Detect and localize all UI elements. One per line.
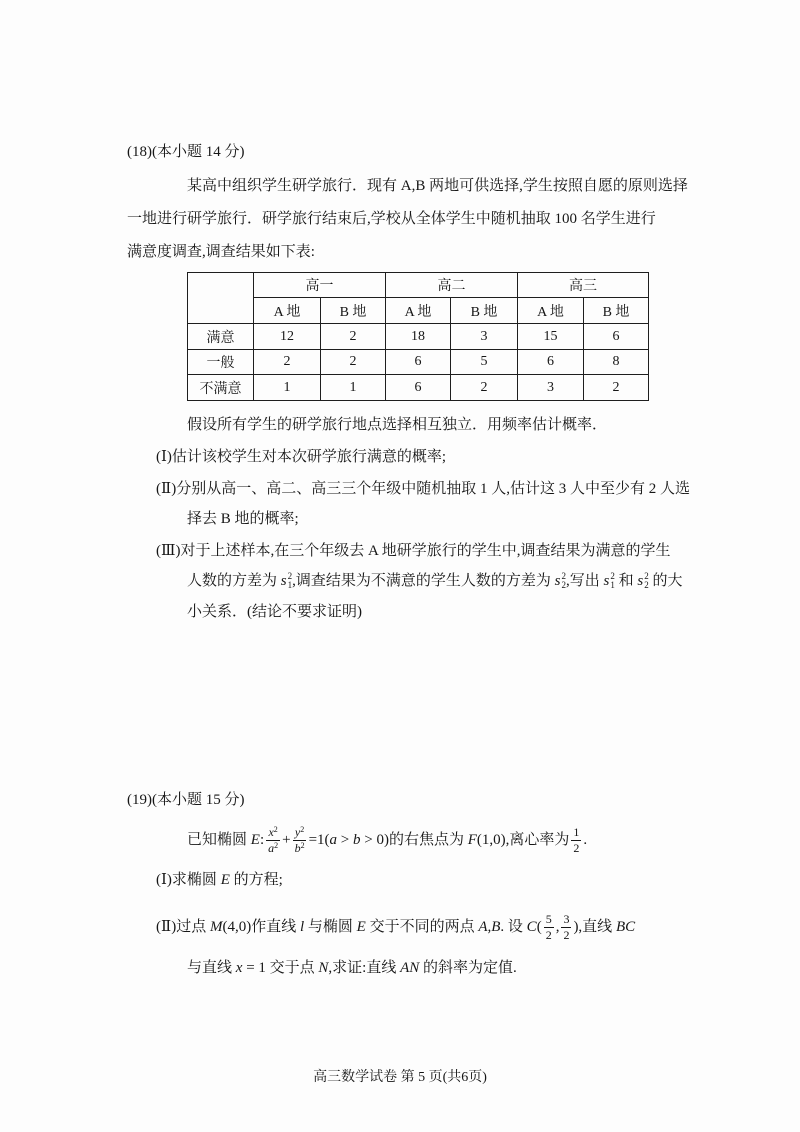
table-cell: 2 <box>451 375 518 401</box>
variable-s: s <box>637 573 644 589</box>
q18-part3-continuation: 小关系．(结论不要求证明) <box>187 604 362 620</box>
part-number: (Ⅲ) <box>156 543 181 559</box>
table-cell: 3 <box>518 375 584 401</box>
text-segment: 与直线 <box>187 960 236 976</box>
exponent: 2 <box>300 840 305 850</box>
q19-header: (19)(本小题 15 分) <box>127 792 245 808</box>
fraction-numerator: 3 <box>563 911 570 926</box>
variable-E: E <box>250 832 260 848</box>
text-segment: 和 <box>614 573 638 589</box>
q18-part3 <box>156 542 670 560</box>
subscript: 1 <box>287 580 293 590</box>
fraction-denominator: 2 <box>573 840 580 855</box>
text-segment: , <box>555 919 560 935</box>
q18-header: (18)(本小题 14 分) <box>127 144 245 160</box>
table-cell: 6 <box>518 350 584 375</box>
table-row <box>188 350 649 375</box>
text-segment: = 1 交于点 <box>242 960 319 976</box>
subscript: 2 <box>644 580 649 590</box>
superscript: 2 <box>610 571 615 581</box>
fraction-denominator <box>266 841 280 856</box>
text-segment: (1,0),离心率为 <box>476 832 570 848</box>
variable-y: y <box>294 824 301 839</box>
text-segment: ,调查结果为不满意的学生人数的方差为 <box>292 573 555 589</box>
grade-header: 高二 <box>386 273 518 298</box>
table-cell: 5 <box>451 350 518 375</box>
variable-s: s <box>554 573 561 589</box>
text-segment: + <box>282 832 291 848</box>
table-row <box>188 375 649 401</box>
s2-squared <box>555 572 566 590</box>
variable-a: a <box>329 832 338 848</box>
part-text: 估计该校学生对本次研学旅行满意的概率; <box>171 449 447 465</box>
fraction-three-halves <box>561 912 571 943</box>
q19-part1 <box>156 862 283 898</box>
variable-N: N <box>318 960 329 976</box>
table-row <box>188 324 649 350</box>
site-header: B 地 <box>584 298 649 324</box>
table-cell: 1 <box>321 375 386 401</box>
table-cell: 1 <box>254 375 321 401</box>
table-header-row <box>188 273 649 298</box>
variable-a: a <box>268 840 275 855</box>
s1-squared <box>281 572 292 590</box>
text-segment: 的方程; <box>229 872 283 888</box>
part-number: (Ⅱ) <box>156 481 177 497</box>
grade-header: 高一 <box>254 273 386 298</box>
table-corner-cell <box>188 273 254 324</box>
text-segment: 的大 <box>648 573 683 589</box>
table-cell: 2 <box>584 375 649 401</box>
variable-E: E <box>356 919 366 935</box>
page-footer: 高三数学试卷 第 5 页(共6页) <box>313 1070 487 1085</box>
exponent: 2 <box>274 840 279 850</box>
grade-header: 高三 <box>518 273 649 298</box>
table-cell: 6 <box>584 324 649 350</box>
part-number: (Ⅱ) <box>156 919 177 935</box>
q18-part2 <box>156 480 690 498</box>
variable-C: C <box>526 919 537 935</box>
fraction-numerator <box>266 825 279 841</box>
text-segment: 过点 <box>176 919 210 935</box>
text-segment: 与椭圆 <box>304 919 357 935</box>
q19-intro-line <box>187 822 587 858</box>
q18-part2-continuation: 择去 B 地的概率; <box>187 511 299 527</box>
text-segment: > 0)的右焦点为 <box>360 832 468 848</box>
part-text: 对于上述样本,在三个年级去 A 地研学旅行的学生中,调查结果为满意的学生 <box>180 543 671 559</box>
row-label: 一般 <box>188 350 254 375</box>
q18-part1 <box>156 448 446 466</box>
table-cell: 12 <box>254 324 321 350</box>
part-text: 分别从高一、高二、高三三个年级中随机抽取 1 人,估计这 3 人中至少有 2 人选 <box>176 481 690 497</box>
subscript: 2 <box>561 580 566 590</box>
fraction-denominator: 2 <box>545 927 552 942</box>
subscript: 1 <box>610 580 615 590</box>
text-segment: ,求证:直线 <box>328 960 401 976</box>
superscript: 2 <box>287 571 293 581</box>
survey-table <box>187 272 649 401</box>
q18-intro-line: 某高中组织学生研学旅行．现有 A,B 两地可供选择,学生按照自愿的原则选择 <box>187 178 688 194</box>
site-header: A 地 <box>254 298 321 324</box>
table-cell: 3 <box>451 324 518 350</box>
table-cell: 15 <box>518 324 584 350</box>
points-A-B: A,B <box>478 919 501 935</box>
fraction-numerator <box>293 825 306 841</box>
fraction-five-halves <box>544 912 554 943</box>
text-segment: 求椭圆 <box>171 872 221 888</box>
variable-b: b <box>353 832 361 848</box>
table-cell: 2 <box>254 350 321 375</box>
text-segment: . <box>583 832 588 848</box>
text-segment: 交于不同的两点 <box>365 919 479 935</box>
q18-part3-variance-line <box>187 571 682 591</box>
variable-b: b <box>294 840 301 855</box>
table-cell: 2 <box>321 324 386 350</box>
site-header: B 地 <box>451 298 518 324</box>
line-BC: BC <box>615 919 636 935</box>
fraction-numerator: 5 <box>545 911 552 926</box>
text-segment: =1( <box>308 832 330 848</box>
superscript: 2 <box>561 571 566 581</box>
q18-intro-line: 一地进行研学旅行．研学旅行结束后,学校从全体学生中随机抽取 100 名学生进行 <box>127 211 656 227</box>
table-cell: 2 <box>321 350 386 375</box>
s1-squared <box>603 572 614 590</box>
variable-s: s <box>280 573 287 589</box>
text-segment: (4,0)作直线 <box>222 919 300 935</box>
site-header: A 地 <box>518 298 584 324</box>
q18-assumption: 假设所有学生的研学旅行地点选择相互独立．用频率估计概率． <box>187 417 608 433</box>
variable-l: l <box>299 919 305 935</box>
row-label: 不满意 <box>188 375 254 401</box>
fraction-one-half <box>571 825 581 856</box>
fraction-denominator: 2 <box>563 927 570 942</box>
part-number: (Ⅰ) <box>156 872 172 888</box>
text-segment: > <box>337 832 354 848</box>
table-subheader-row <box>188 298 649 324</box>
exponent: 2 <box>300 824 305 834</box>
site-header: A 地 <box>386 298 451 324</box>
s2-squared <box>637 572 648 590</box>
q18-intro-line: 满意度调查,调查结果如下表: <box>127 244 315 260</box>
superscript: 2 <box>644 571 649 581</box>
table-cell: 6 <box>386 350 451 375</box>
variable-F: F <box>467 832 477 848</box>
text-segment: ( <box>536 919 542 935</box>
table-cell: 6 <box>386 375 451 401</box>
row-label: 满意 <box>188 324 254 350</box>
table-cell: 8 <box>584 350 649 375</box>
fraction-denominator <box>293 841 307 856</box>
exponent: 2 <box>273 824 278 834</box>
text-segment: : <box>259 832 265 848</box>
variable-s: s <box>603 573 610 589</box>
fraction-numerator: 1 <box>573 824 580 839</box>
part-number: (Ⅰ) <box>156 449 172 465</box>
variable-E: E <box>220 872 230 888</box>
q19-part2-continuation <box>187 950 517 986</box>
variable-x: x <box>235 960 243 976</box>
text-segment: ,写出 <box>565 573 604 589</box>
text-segment: 人数的方差为 <box>187 573 281 589</box>
variable-M: M <box>209 919 223 935</box>
text-segment: 已知椭圆 <box>187 832 251 848</box>
fraction-x2-over-a2 <box>266 825 280 856</box>
variable-x: x <box>268 824 274 839</box>
text-segment: ),直线 <box>573 919 616 935</box>
line-AN: AN <box>400 960 420 976</box>
text-segment: 的斜率为定值. <box>419 960 517 976</box>
text-segment: . 设 <box>500 919 527 935</box>
q19-part2 <box>156 909 635 945</box>
fraction-y2-over-b2 <box>293 825 307 856</box>
site-header: B 地 <box>321 298 386 324</box>
table-cell: 18 <box>386 324 451 350</box>
